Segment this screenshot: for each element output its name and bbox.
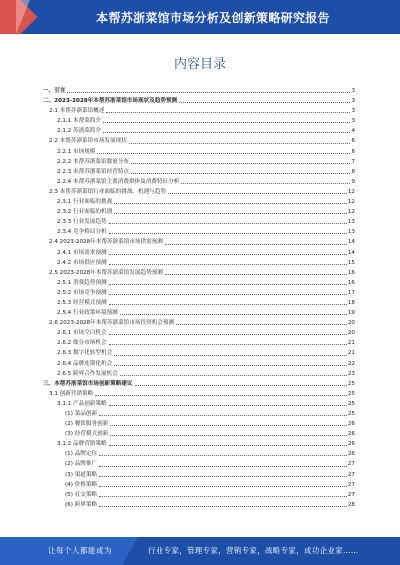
toc-entry-page: 18 (347, 299, 355, 306)
toc-entry-text: 2.4.2 市场供应预测 (57, 258, 108, 268)
toc-entry-text: 二、2023-2028年本帮苏浙菜馆市场现状及趋势预测 (43, 96, 178, 106)
toc-dot-leader (120, 375, 347, 376)
report-title: 本帮苏浙菜馆市场分析及创新策略研究报告 (96, 11, 330, 25)
toc-entry[interactable] (43, 409, 355, 419)
toc-dot-leader (114, 213, 347, 214)
toc-entry-text: 2.6.4 品牌连锁化机会 (57, 359, 113, 369)
toc-dot-leader (114, 203, 347, 204)
toc-entry-page: 14 (347, 239, 355, 246)
toc-entry[interactable] (43, 429, 355, 439)
toc-entry-page: 9 (351, 178, 355, 185)
toc-entry-text: 2.4 2023-2028年本帮苏浙菜馆市场供需预测 (49, 237, 164, 247)
toc-entry[interactable] (43, 500, 355, 510)
toc-dot-leader (109, 284, 347, 285)
toc-entry-page: 23 (347, 370, 355, 377)
toc-dot-leader (168, 193, 347, 194)
toc-entry[interactable] (43, 439, 355, 449)
toc-entry[interactable] (43, 177, 355, 187)
toc-entry[interactable] (43, 248, 355, 258)
toc-entry-text: 2.6 2023-2028年本帮苏浙菜馆市场投资机会预测 (49, 318, 175, 328)
toc-entry-text: 2.2.2 本帮苏浙菜馆数量分布 (57, 157, 130, 167)
toc-entry[interactable] (43, 379, 355, 389)
toc-entry[interactable] (43, 419, 355, 429)
toc-entry-text: 2.5.2 市场竞争预测 (57, 288, 108, 298)
toc-entry-page: 26 (347, 431, 355, 438)
toc-entry-page: 3 (351, 88, 355, 94)
toc-dot-leader (95, 395, 347, 396)
toc-entry-text: (2) 餐饮服务创新 (65, 419, 109, 429)
toc-entry-page: 3 (351, 118, 355, 125)
toc-entry-page: 25 (347, 390, 355, 397)
toc-entry-page: 16 (347, 269, 355, 276)
toc-dot-leader (131, 163, 350, 164)
toc-entry-text: 2.2.4 本帮苏浙菜馆主要消费群体及消费特征分析 (57, 177, 180, 187)
toc-entry[interactable] (43, 187, 355, 197)
toc-entry[interactable] (43, 369, 355, 379)
toc-entry-page: 25 (347, 380, 355, 387)
toc-entry[interactable] (43, 359, 355, 369)
toc-entry[interactable] (43, 298, 355, 308)
toc-entry[interactable] (43, 227, 355, 237)
toc-entry-text: (4) 价格策略 (65, 480, 98, 490)
toc-entry-text: 2.6.1 市场空白机会 (57, 328, 108, 338)
toc-entry-page: 8 (351, 168, 355, 175)
toc-entry-text: 2.1.1 本帮菜简介 (57, 116, 102, 126)
page-header (0, 0, 400, 34)
toc-dot-leader (99, 455, 347, 456)
toc-dot-leader (135, 385, 347, 386)
toc-dot-leader (109, 445, 347, 446)
footer-slogan-right: 行业专家，管理专家，营销专家，战略专家，成功企业家…… (148, 546, 359, 555)
toc-entry-page: 17 (347, 289, 355, 296)
toc-entry[interactable] (43, 338, 355, 348)
toc-entry-page: 13 (347, 219, 355, 226)
toc-dot-leader (109, 294, 347, 295)
header-stripe-decoration (16, 0, 30, 34)
toc-entry[interactable] (43, 157, 355, 167)
page-footer (0, 537, 400, 565)
toc-entry[interactable] (43, 318, 355, 328)
toc-entry-text: 2.4.1 市场需求预测 (57, 248, 108, 258)
toc-entry-text: 一、引言 (43, 86, 66, 96)
toc-entry[interactable] (43, 126, 355, 136)
toc-entry[interactable] (43, 459, 355, 469)
toc-dot-leader (109, 304, 347, 305)
toc-entry-text: (1) 菜品创新 (65, 409, 98, 419)
toc-dot-leader (99, 476, 347, 477)
toc-entry-text: 2.3.3 行业发展趋势 (57, 217, 108, 227)
toc-entry[interactable] (43, 389, 355, 399)
toc-entry-page: 27 (347, 471, 355, 478)
toc-dot-leader (109, 223, 347, 224)
toc-entry-text: (5) 社交策略 (65, 490, 98, 500)
toc-entry-text: (2) 品牌推广 (65, 459, 98, 469)
toc-dot-leader (109, 254, 347, 255)
toc-entry[interactable] (43, 116, 355, 126)
toc-entry-page: 3 (351, 98, 355, 105)
toc-entry-page: 12 (347, 188, 355, 195)
toc-entry-text: 2.6.3 数字化转型机会 (57, 348, 113, 358)
toc-entry[interactable] (43, 480, 355, 490)
toc-heading: 内容目录 (173, 57, 226, 72)
toc-entry-page: 7 (351, 158, 355, 165)
toc-entry-page: 19 (347, 310, 355, 317)
toc-entry[interactable] (43, 308, 355, 318)
toc-entry[interactable] (43, 449, 355, 459)
toc-entry-text: 三、本帮苏浙菜馆市场创新策略建议 (43, 379, 134, 389)
toc-entry-page: 21 (347, 350, 355, 357)
toc-entry-text: 2.3.1 行业面临的挑战 (57, 197, 113, 207)
toc-entry-text: 2.1 本帮苏浙菜馆概述 (49, 106, 105, 116)
toc-entry-text: 2.1.2 苏浙菜简介 (57, 126, 102, 136)
toc-entry[interactable] (43, 136, 355, 146)
toc-entry-page: 6 (351, 138, 355, 145)
toc-entry[interactable] (43, 96, 355, 106)
toc-dot-leader (109, 334, 347, 335)
toc-entry[interactable] (43, 217, 355, 227)
toc-entry-text: 2.3.4 竞争格局分析 (57, 227, 108, 237)
toc-entry-page: 14 (347, 249, 355, 256)
toc-entry[interactable] (43, 278, 355, 288)
toc-entry[interactable] (43, 86, 355, 96)
toc-entry[interactable] (43, 197, 355, 207)
toc-dot-leader (109, 233, 347, 234)
toc-entry-text: 2.6.5 跨界合作发展机会 (57, 369, 119, 379)
toc-entry-text: 3.1.1 产品创新策略 (57, 399, 108, 409)
toc-entry-page: 27 (347, 481, 355, 488)
toc-entry-page: 15 (347, 259, 355, 266)
toc-entry-text: (3) 渠道策略 (65, 470, 98, 480)
toc-entry-text: (3) 经营模式创新 (65, 429, 109, 439)
toc-dot-leader (99, 496, 347, 497)
toc-entry[interactable] (43, 348, 355, 358)
toc-dot-leader (97, 153, 350, 154)
toc-entry-page: 20 (347, 320, 355, 327)
toc-entry-text: 2.2.3 本帮苏浙菜馆经营特点 (57, 167, 130, 177)
toc-entry-text: 2.5.1 消费趋势预测 (57, 278, 108, 288)
toc-entry-page: 27 (347, 461, 355, 468)
toc-entry-page: 20 (347, 330, 355, 337)
toc-entry-page: 16 (347, 279, 355, 286)
toc-entry-page: 3 (351, 108, 355, 115)
toc-entry-text: 2.6.2 细分市场机会 (57, 338, 108, 348)
toc-entry[interactable] (43, 167, 355, 177)
toc-entry-text: 3.1 创新营销策略 (49, 389, 94, 399)
toc-dot-leader (109, 264, 347, 265)
toc-entry-page: 13 (347, 229, 355, 236)
toc-entry[interactable] (43, 106, 355, 116)
toc-entry-page: 22 (347, 360, 355, 367)
toc-entry-text: 3.1.2 品牌营销策略 (57, 439, 108, 449)
toc-dot-leader (99, 486, 347, 487)
toc-entry-page: 28 (347, 501, 355, 508)
toc-entry[interactable] (43, 328, 355, 338)
toc-entry-page: 12 (347, 199, 355, 206)
toc-dot-leader (114, 355, 347, 356)
toc-entry[interactable] (43, 237, 355, 247)
toc-entry[interactable] (43, 490, 355, 500)
toc-entry-text: (6) 跨界策略 (65, 500, 98, 510)
toc-dot-leader (103, 132, 350, 133)
toc-entry[interactable] (43, 207, 355, 217)
toc-dot-leader (110, 435, 347, 436)
toc-entry-page: 26 (347, 441, 355, 448)
toc-entry-text: 2.5.3 经营模式预测 (57, 298, 108, 308)
toc-entry-page: 12 (347, 209, 355, 216)
toc-dot-leader (129, 143, 351, 144)
toc-dot-leader (165, 274, 347, 275)
toc-dot-leader (103, 122, 350, 123)
toc-entry[interactable] (43, 470, 355, 480)
toc-entry-page: 21 (347, 340, 355, 347)
toc-dot-leader (109, 344, 347, 345)
toc-dot-leader (120, 314, 347, 315)
toc-entry-page: 25 (347, 411, 355, 417)
toc-entry[interactable] (43, 147, 355, 157)
toc-entry-text: 2.5.4 行业政策环境预测 (57, 308, 119, 318)
toc-entry[interactable] (43, 399, 355, 409)
toc-dot-leader (176, 324, 347, 325)
toc-dot-leader (67, 92, 350, 93)
toc-entry-text: 2.5 2023-2028年本帮苏浙菜馆发展趋势预测 (49, 268, 164, 278)
toc-dot-leader (114, 365, 347, 366)
toc-dot-leader (99, 506, 347, 507)
toc-entry[interactable] (43, 268, 355, 278)
toc-entry-page: 27 (347, 491, 355, 498)
toc-dot-leader (165, 244, 347, 245)
toc-entry-text: 2.2.1 市场规模 (57, 147, 96, 157)
toc-entry-page: 25 (347, 400, 355, 407)
toc-dot-leader (179, 102, 350, 103)
toc-entry-text: 2.3.2 行业面临的机遇 (57, 207, 113, 217)
toc-entry[interactable] (43, 288, 355, 298)
toc-entry-text: (1) 品牌定位 (65, 449, 98, 459)
toc-dot-leader (110, 425, 347, 426)
toc-entry-page: 6 (351, 148, 355, 155)
toc-entry-text: 2.3 本帮苏浙菜馆行业面临的挑战、机遇与趋势 (49, 187, 167, 197)
footer-slogan-left: 让每个人都能成为 (48, 546, 112, 555)
toc-dot-leader (181, 183, 350, 184)
toc-dot-leader (99, 466, 347, 467)
toc-entry-page: 26 (347, 451, 355, 458)
toc-dot-leader (131, 173, 350, 174)
toc-entry-page: 4 (351, 128, 355, 135)
toc-entry-page: 26 (347, 421, 355, 428)
toc-entry-text: 2.2 本帮苏浙菜馆市场发展现状 (49, 136, 128, 146)
toc-entry[interactable] (43, 258, 355, 268)
toc-dot-leader (109, 405, 347, 406)
table-of-contents (43, 86, 355, 510)
toc-dot-leader (99, 415, 347, 416)
toc-dot-leader (106, 112, 350, 113)
